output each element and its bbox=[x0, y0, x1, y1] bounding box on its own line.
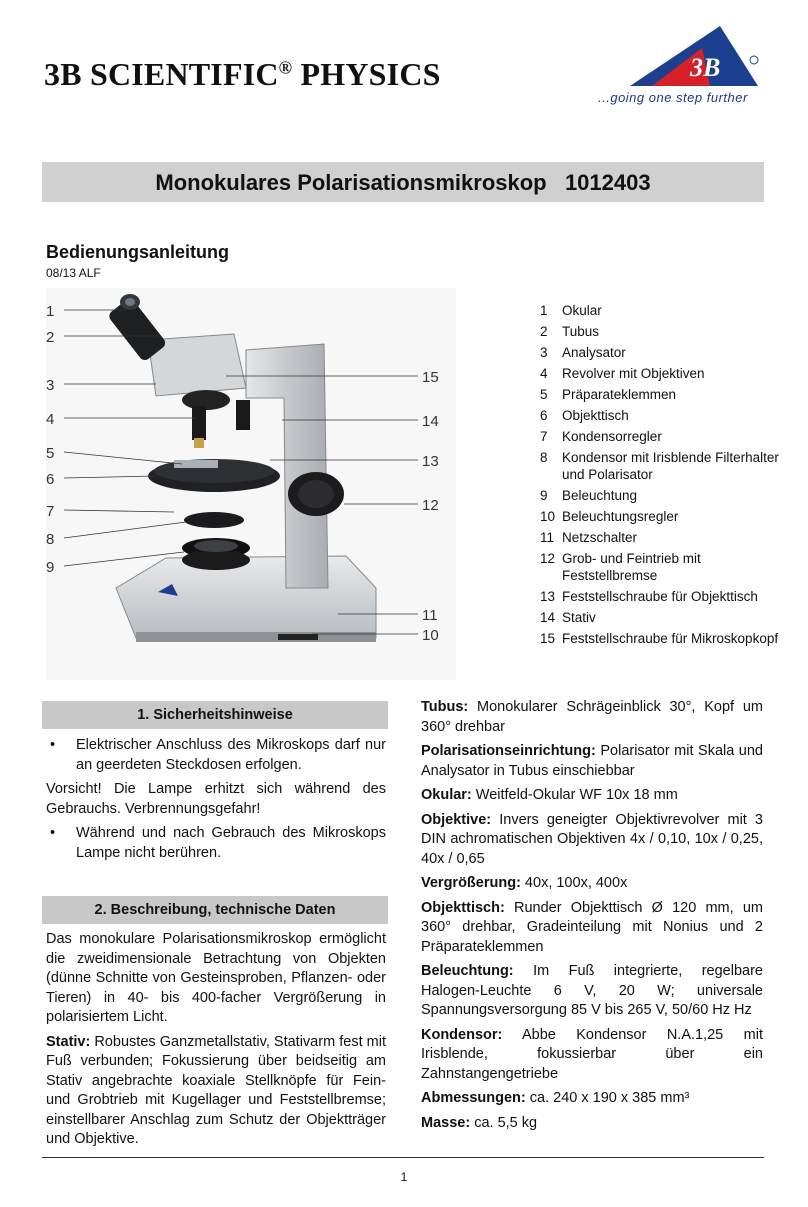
parts-list bbox=[540, 302, 780, 651]
warning-text: Vorsicht! Die Lampe erhitzt sich während des Gebrauchs. Verbrennungsgefahr! bbox=[46, 781, 386, 817]
list-item: 10 Beleuchtungsregler bbox=[540, 509, 679, 524]
list-item: 5 Präparateklemmen bbox=[540, 387, 677, 402]
logo-text: 3B bbox=[690, 53, 721, 82]
document-date: 08/13 ALF bbox=[46, 266, 101, 280]
list-item: 11 Netzschalter bbox=[540, 530, 638, 545]
base-foot bbox=[136, 632, 376, 642]
list-item: • Während und nach Gebrauch des Mikroskops Lampe nicht berühren. bbox=[50, 825, 386, 861]
figure-label: 13 bbox=[422, 453, 439, 470]
figure-label: 8 bbox=[46, 531, 55, 548]
list-item: • Elektrischer Anschluss des Mikroskops darf nur an geerdeten Steckdosen erfolgen. bbox=[50, 737, 386, 773]
list-item: 6 Objekttisch bbox=[540, 408, 629, 423]
safety-notes bbox=[46, 736, 386, 868]
spec-item: Abmessungen: ca. 240 x 190 x 385 mm³ bbox=[421, 1090, 690, 1106]
list-item: 3 Analysator bbox=[540, 345, 626, 360]
focus-knob bbox=[288, 472, 344, 516]
objective-right bbox=[236, 400, 250, 430]
figure-label: 2 bbox=[46, 329, 55, 346]
list-item: 12 Grob- und Feintrieb mit Feststellbremse bbox=[540, 551, 701, 583]
spec-item: Vergrößerung: 40x, 100x, 400x bbox=[421, 875, 628, 891]
figure-label: 3 bbox=[46, 377, 55, 394]
spec-item: Objektive: Invers geneigter Objektivrevolver mit 3 DIN achromatischen Objektiven 4x / 0,10, 10x / 0,25, 40x / 0,65 bbox=[421, 811, 763, 867]
figure-label: 9 bbox=[46, 559, 55, 576]
spec-item: Kondensor: Abbe Kondensor N.A.1,25 mit Irisblende, fokussierbar über ein Zahnstangengetriebe bbox=[421, 1026, 763, 1082]
list-item: 1 Okular bbox=[540, 303, 602, 318]
document-title: Monokulares Polarisationsmikroskop 1012403 bbox=[155, 170, 651, 195]
description bbox=[46, 930, 386, 1155]
illumination-knob bbox=[278, 634, 318, 640]
figure-label: 11 bbox=[422, 607, 438, 624]
spec-item: Masse: ca. 5,5 kg bbox=[421, 1114, 538, 1131]
list-item: 2 Tubus bbox=[540, 324, 600, 339]
figure-label: 1 bbox=[46, 303, 55, 320]
list-item: 9 Beleuchtung bbox=[540, 488, 638, 503]
list-item: 4 Revolver mit Objektiven bbox=[540, 366, 705, 381]
figure-label: 15 bbox=[422, 369, 439, 386]
spec-item: Beleuchtung: Im Fuß integrierte, regelbare Halogen-Leuchte 6 V, 20 W; universale Spannungsversorgung 85 V bis 265 V, 50/60 Hz Hz bbox=[421, 963, 763, 1018]
figure-label: 5 bbox=[46, 445, 55, 462]
condenser bbox=[184, 512, 244, 528]
page-number: 1 bbox=[400, 1170, 408, 1184]
spec-item: Objekttisch: Runder Objekttisch Ø 120 mm, um 360° drehbar, Gradeinteilung mit Nonius und 2 Präparateklemmen bbox=[421, 899, 763, 955]
section-heading-safety: 1. Sicherheitshinweise bbox=[42, 701, 388, 729]
figure-label: 10 bbox=[422, 627, 439, 644]
figure-label: 14 bbox=[422, 413, 439, 430]
figure-label: 4 bbox=[46, 411, 55, 428]
list-item: 8 Kondensor mit Irisblende Filterhalter und Polarisator bbox=[540, 450, 779, 482]
objective-left bbox=[192, 406, 206, 440]
list-item: 15 Feststellschraube für Mikroskopkopf bbox=[540, 631, 779, 646]
microscope-figure bbox=[46, 288, 456, 680]
list-item: 14 Stativ bbox=[540, 610, 596, 625]
illumination bbox=[182, 538, 250, 570]
spec-item: Tubus: Monokularer Schrägeinblick 30°, Kopf um 360° drehbar bbox=[421, 699, 763, 735]
technical-specs bbox=[421, 698, 763, 1138]
intro-paragraph: Das monokulare Polarisationsmikroskop ermöglicht die zweidimensionale Betrachtung von Objekten (dünne Schnitte von Gesteinsproben, Pflanzen- oder Tieren) in 40- bis 400-facher Vergrößerung in polarisiertem Licht. bbox=[46, 931, 386, 1025]
figure-label: 7 bbox=[46, 503, 55, 520]
footer-rule bbox=[42, 1157, 764, 1158]
section-heading-description: 2. Beschreibung, technische Daten bbox=[42, 896, 388, 924]
stativ-paragraph: Stativ: Robustes Ganzmetallstativ, Stativarm fest mit Fuß verbunden; Fokussierung über beidseitig am Stativ angebrachte koaxiale Stellknöpfe für Fein- und Grobtrieb mit Kugellager und Feststellbremse; einstellbarer Anschlag zum Schutz der Objektträger und Objektive. bbox=[46, 1033, 386, 1147]
stand-base bbox=[116, 556, 376, 638]
spec-item: Okular: Weitfeld-Okular WF 10x 18 mm bbox=[421, 787, 678, 803]
list-item: 13 Feststellschraube für Objekttisch bbox=[540, 589, 758, 604]
brand-heading: 3B SCIENTIFIC® PHYSICS bbox=[44, 56, 441, 92]
tagline: ...going one step further bbox=[598, 90, 748, 105]
list-item: 7 Kondensorregler bbox=[540, 429, 662, 444]
subtitle: Bedienungsanleitung bbox=[46, 242, 230, 262]
spec-item: Polarisationseinrichtung: Polarisator mit Skala und Analysator in Tubus einschiebbar bbox=[421, 743, 763, 779]
figure-label: 6 bbox=[46, 471, 55, 488]
figure-label: 12 bbox=[422, 497, 439, 514]
